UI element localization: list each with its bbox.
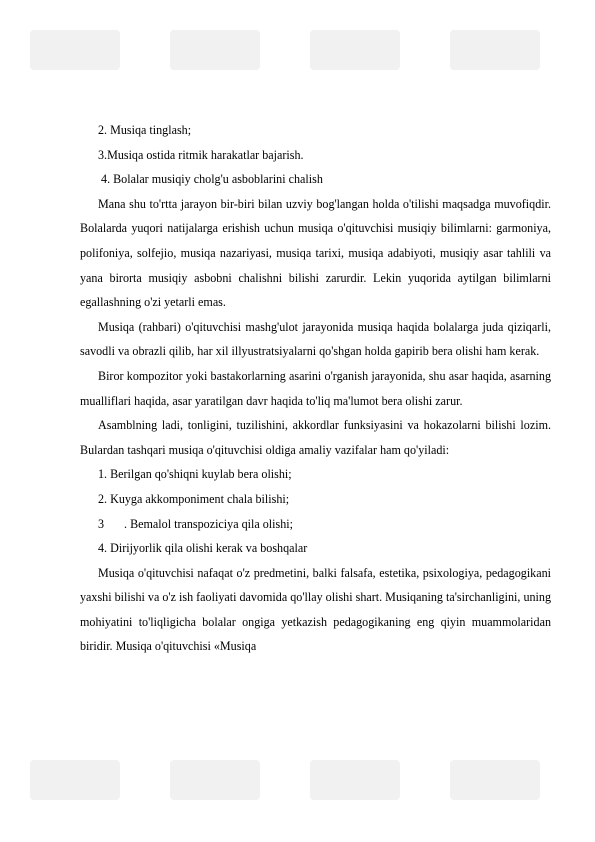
list-item: 4. Dirijyorlik qila olishi kerak va boshqalar xyxy=(98,541,308,556)
list-item-number: 3 xyxy=(98,516,105,531)
text-line: 3.Musiqa ostida ritmik harakatlar bajarish. xyxy=(98,147,304,162)
list-item: 1. Berilgan qo'shiqni kuylab bera olishi; xyxy=(98,467,292,482)
paragraph: Mana shu to'rtta jarayon bir-biri bilan uzviy bog'langan holda o'tilishi maqsadga muvofiqdir. Bolalarda yuqori natijalarga erishish uchun musiqa o'qituvchisi musiqiy bilimlarni: garmoniya, polifoniya, solfejio, musiqa nazariyasi, musiqa tarixi, musiqa adabiyoti, musiqiy asar tahlili va yana birorta musiqiy asbobni chalishni bilishi zarurdir. Lekin yuqorida aytilgan bilimlarni egallashning o'zi yetarli emas. xyxy=(80,196,551,310)
text-line: 2. Musiqa tinglash; xyxy=(98,123,192,137)
list-item xyxy=(80,512,551,537)
paragraph: Musiqa o'qituvchisi nafaqat o'z predmetini, balki falsafa, estetika, psixologiya, pedagogikani yaxshi bilishi va o'z ish faoliyati davomida qo'llay olishi shart. Musiqaning ta'sirchanligini, uning mohiyatini to'liqligicha bolalar ongiga yetkazish pedagogikaning eng qiyin muammolaridan biridir. Musiqa o'qituvchisi «Musiqa xyxy=(80,565,551,654)
paragraph: Musiqa (rahbari) o'qituvchisi mashg'ulot jarayonida musiqa haqida bolalarga juda qiziqarli, savodli va obrazli qilib, har xil illyustratsiyalarni qo'shgan holda gapirib bera olishi ham kerak. xyxy=(80,319,551,359)
paragraph: Asamblning ladi, tonligini, tuzilishini, akkordlar funksiyasini va hokazolarni bilishi lozim. Bulardan tashqari musiqa o'qituvchisi oldiga amaliy vazifalar ham qo'yiladi: xyxy=(80,418,551,457)
paragraph: Biror kompozitor yoki bastakorlarning asarini o'rganish jarayonida, shu asar haqida, asarning mualliflari haqida, asar yaratilgan davr haqida to'liq ma'lumot bera olishi zarur. xyxy=(80,368,551,408)
list-item: 2. Kuyga akkomponiment chala bilishi; xyxy=(98,491,290,506)
document-body xyxy=(80,118,551,659)
text-line: 4. Bolalar musiqiy cholg'u asboblarini chalish xyxy=(98,172,323,187)
list-item-text: . Bemalol transpoziciya qila olishi; xyxy=(124,516,293,531)
